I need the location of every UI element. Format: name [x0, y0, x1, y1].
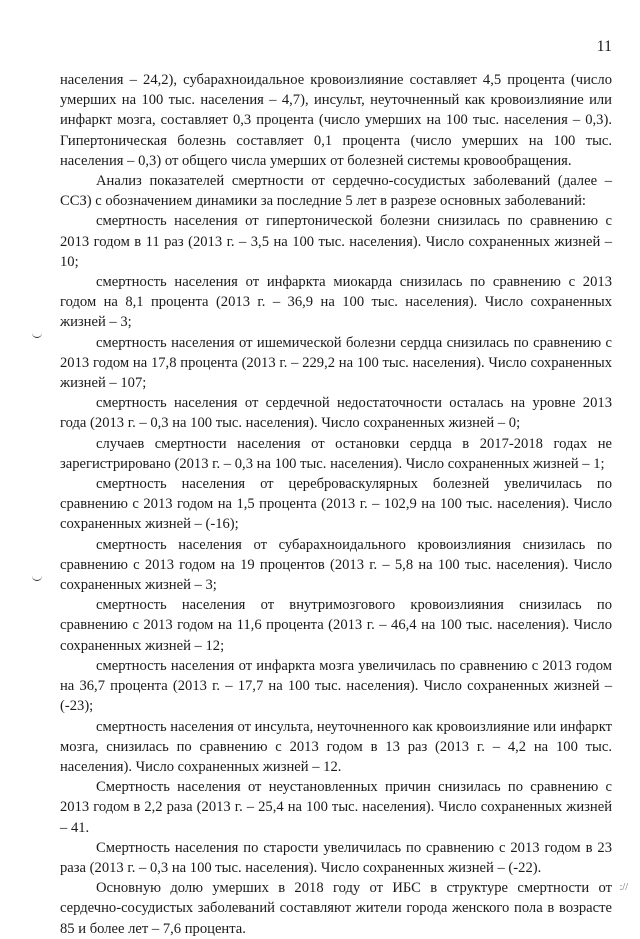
paragraph-analysis-intro: Анализ показателей смертности от сердечно-сосудистых заболеваний (далее – ССЗ) с обозначением динамики за последние 5 лет в разрезе основных заболеваний: — [60, 173, 612, 210]
paragraph-intracerebral: смертность населения от внутримозгового кровоизлияния снизилась по сравнению с 2013 годом на 11,6 процента (2013 г. – 46,4 на 100 тыс. населения). Число сохраненных жизней – 12; — [60, 597, 612, 654]
paragraph-old-age: Смертность населения по старости увеличилась по сравнению с 2013 годом в 23 раза (2013 г. – 0,3 на 100 тыс. населения). Число сохраненных жизней – (-22). — [60, 839, 612, 876]
corner-mark: :// — [619, 882, 628, 893]
paragraph-ischemic-heart-disease: смертность населения от ишемической болезни сердца снизилась по сравнению с 2013 годом на 17,8 процента (2013 г. – 229,2 на 100 тыс. населения). Число сохраненных жизней – 107; — [60, 334, 612, 392]
paragraph-myocardial-infarction: смертность населения от инфаркта миокарда снизилась по сравнению с 2013 годом на 8,1 процента (2013 г. – 36,9 на 100 тыс. населения). Число сохраненных жизней – 3; — [60, 274, 612, 331]
paragraph-cardiac-arrest: случаев смертности населения от остановки сердца в 2017-2018 годах не зарегистрировано (2013 г. – 0,3 на 100 тыс. населения). Число сохраненных жизней – 1; — [60, 435, 612, 472]
margin-mark — [32, 573, 42, 581]
document-body — [60, 70, 612, 939]
paragraph-stroke-unspecified: смертность населения от инсульта, неуточненного как кровоизлияние или инфаркт мозга, снизилась по сравнению с 2013 годом в 13 раз (2013 г. – 4,2 на 100 тыс. населения). Число сохраненных жизней – 12. — [60, 718, 612, 775]
paragraph-unknown-causes: Смертность населения от неустановленных причин снизилась по сравнению с 2013 годом в 2,2 раза (2013 г. – 25,4 на 100 тыс. населения). Число сохраненных жизней – 41. — [60, 779, 612, 836]
margin-mark — [32, 330, 42, 338]
paragraph-hypertension: смертность населения от гипертонической болезни снизилась по сравнению с 2013 годом в 11 раз (2013 г. – 3,5 на 100 тыс. населения). Число сохраненных жизней – 10; — [60, 213, 612, 270]
paragraph-ihd-share: Основную долю умерших в 2018 году от ИБС в структуре смертности от сердечно-сосудистых заболеваний составляют жители города женского пола в возрасте 85 и более лет – 7,6 процента. — [60, 880, 612, 937]
paragraph-heart-failure: смертность населения от сердечной недостаточности осталась на уровне 2013 года (2013 г. – 0,3 на 100 тыс. населения). Число сохраненных жизней – 0; — [60, 395, 612, 432]
paragraph-continuation: населения – 24,2), субарахноидальное кровоизлияние составляет 4,5 процента (число умерших на 100 тыс. населения – 4,7), инсульт, неуточненный как кровоизлияние или инфаркт мозга, составляет 0,3 процента (число умерших на 100 тыс. населения – 0,3). Гипертоническая болезнь составляет 0,1 процента (число умерших на 100 тыс. населения – 0,3) от общего числа умерших от болезней системы кровообращения. — [60, 72, 612, 169]
paragraph-brain-infarction: смертность населения от инфаркта мозга увеличилась по сравнению с 2013 годом на 36,7 процента (2013 г. – 17,7 на 100 тыс. населения). Число сохраненных жизней – (-23); — [60, 657, 612, 715]
paragraph-cerebrovascular: смертность населения от цереброваскулярных болезней увеличилась по сравнению с 2013 годом на 1,5 процента (2013 г. – 102,9 на 100 тыс. населения). Число сохраненных жизней – (-16); — [60, 476, 612, 533]
page-number: 11 — [596, 38, 612, 55]
paragraph-subarachnoid: смертность населения от субарахноидального кровоизлияния снизилась по сравнению с 2013 годом на 19 процентов (2013 г. – 5,8 на 100 тыс. населения). Число сохраненных жизней – 3; — [60, 536, 612, 594]
